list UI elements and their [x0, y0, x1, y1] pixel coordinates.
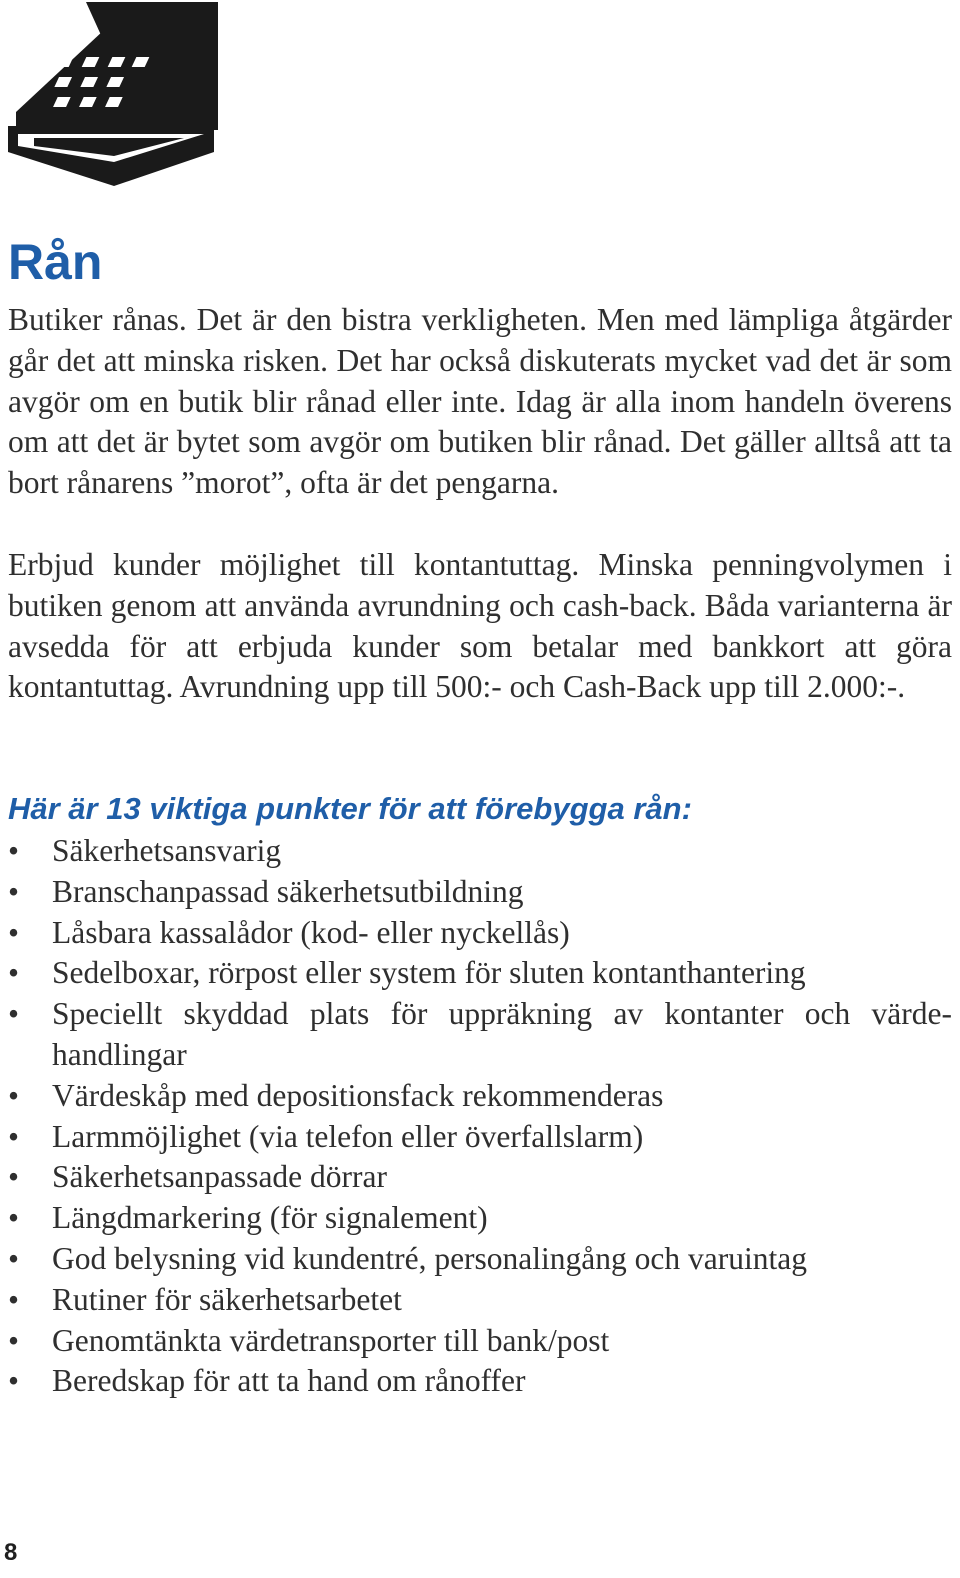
- list-item: • Beredskap för att ta hand om rånoffer: [0, 1361, 952, 1402]
- list-item: • God belysning vid kundentré, personalingång och varuintag: [0, 1239, 952, 1280]
- list-item: • Rutiner för säkerhetsarbetet: [0, 1280, 952, 1321]
- page-title: Rån: [8, 234, 103, 290]
- list-item: • Sedelboxar, rörpost eller system för sluten kontanthantering: [0, 953, 952, 994]
- intro-paragraph: Butiker rånas. Det är den bistra verkligheten. Men med lämpliga åtgärder går det att minska risken. Det har också diskuterats mycket vad det är som avgör om en butik blir rånad eller inte. Idag är alla inom handeln överens om att det är bytet som avgör om butiken blir rånad. Det gäller alltså att ta bort rånarens ”morot”, ofta är det pengarna.: [8, 302, 952, 501]
- list-item: • Säkerhetsanpassade dörrar: [0, 1157, 952, 1198]
- list-item: • Längdmarkering (för signalement): [0, 1198, 952, 1239]
- prevention-list: [0, 831, 952, 1402]
- list-item: • Värdeskåp med depositionsfack rekommenderas: [0, 1076, 952, 1117]
- list-heading: Här är 13 viktiga punkter för att förebygga rån:: [8, 791, 692, 826]
- list-item: • Säkerhetsansvarig: [0, 831, 952, 872]
- list-item: • Speciellt skyddad plats för uppräkning av kontanter och värdehandlingar: [0, 994, 952, 1076]
- list-item: • Larmmöjlighet (via telefon eller överfallslarm): [0, 1117, 952, 1158]
- page-number: 8: [4, 1539, 18, 1566]
- list-item: • Genomtänkta värdetransporter till bank/post: [0, 1321, 952, 1362]
- list-item: • Branschanpassad säkerhetsutbildning: [0, 872, 952, 913]
- cash-register-icon: [4, 2, 218, 186]
- cash-withdrawal-paragraph: Erbjud kunder möjlighet till kontantuttag. Minska penningvolymen i butiken genom att använda avrundning och cash-back. Båda varianterna är avsedda för att erbjuda kunder som betalar med bankkort att göra kontantuttag. Avrundning upp till 500:- och Cash-Back upp till 2.000:-.: [8, 547, 952, 705]
- list-item: • Låsbara kassalådor (kod- eller nyckellås): [0, 913, 952, 954]
